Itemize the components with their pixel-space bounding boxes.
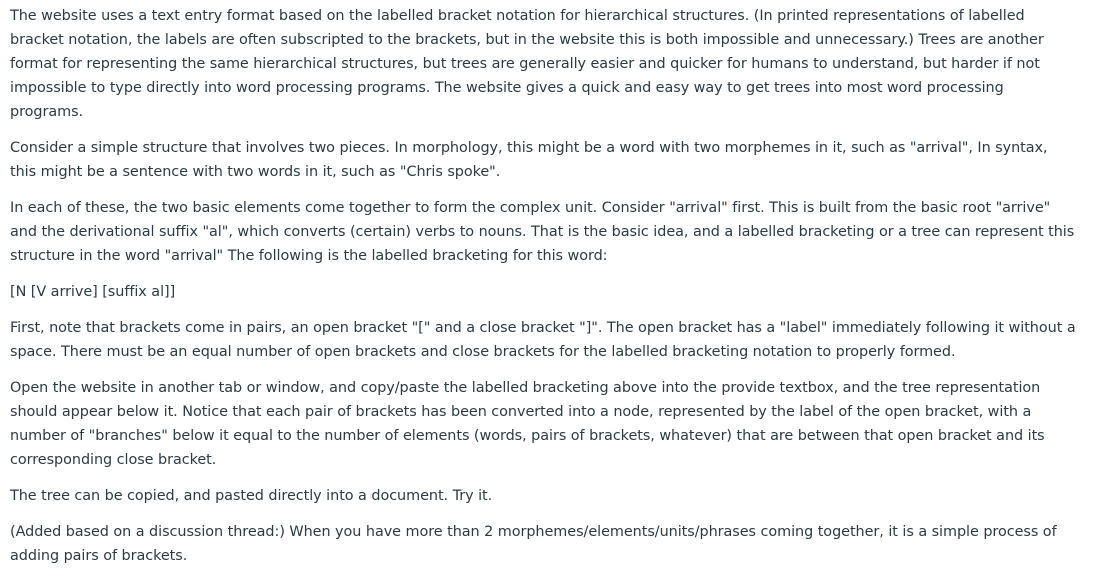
paragraph-discussion-note: (Added based on a discussion thread:) When you have more than 2 morphemes/elements/units/phrases coming together, it is a simple process of adding pairs of brackets. [10,524,1057,564]
paragraph-copy-tree: The tree can be copied, and pasted directly into a document. Try it. [10,488,493,504]
paragraph-intro: The website uses a text entry format based on the labelled bracket notation for hierarchical structures. (In printed representations of labelled bracket notation, the labels are often subscripted to the brackets, but in the website this is both impossible and unnecessary.) Trees are another format for representing the same hierarchical structures, but trees are generally easier and quicker for humans to understand, but harder if not impossible to type directly into word processing programs. The website gives a quick and easy way to get trees into most word processing programs. [10,8,1044,120]
paragraph-bracketing-example: [N [V arrive] [suffix al]] [10,284,176,300]
paragraph-website-instructions: Open the website in another tab or window, and copy/paste the labelled bracketing above into the provide textbox, and the tree representation should appear below it. Notice that each pair of brackets has been converted into a node, represented by the label of the open bracket, with a number of "branches" below it equal to the number of elements (words, pairs of brackets, whatever) that are between that open bracket and its corresponding close bracket. [10,380,1045,468]
paragraph-arrival-example: In each of these, the two basic elements come together to form the complex unit. Consider "arrival" first. This is built from the basic root "arrive" and the derivational suffix "al", which converts (certain) verbs to nouns. That is the basic idea, and a labelled bracketing or a tree can represent this structure in the word "arrival" The following is the labelled bracketing for this word: [10,200,1075,264]
paragraph-bracket-pairs: First, note that brackets come in pairs, an open bracket "[" and a close bracket "]". The open bracket has a "label" immediately following it without a space. There must be an equal number of open brackets and close brackets for the labelled bracketing notation to properly formed. [10,320,1076,360]
paragraph-simple-structure: Consider a simple structure that involves two pieces. In morphology, this might be a word with two morphemes in it, such as "arrival", In syntax, this might be a sentence with two words in it, such as "Chris spoke". [10,140,1048,180]
